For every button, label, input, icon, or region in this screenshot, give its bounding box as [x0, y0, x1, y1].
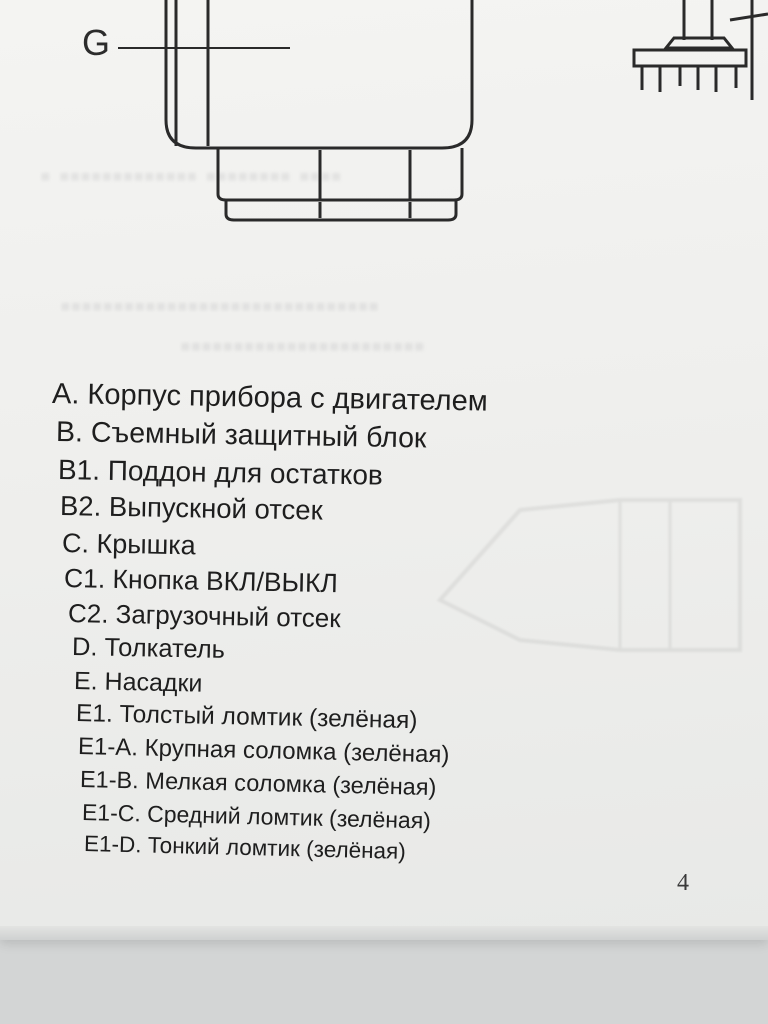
parts-list-item: E1-C. Средний ломтик (зелёная): [81, 799, 432, 834]
parts-list-item: E1. Толстый ломтик (зелёная): [75, 700, 418, 735]
show-through-text: ▪▪▪▪▪▪▪▪▪▪▪▪▪▪▪▪▪▪▪▪▪▪▪▪▪▪▪▪▪▪: [60, 290, 380, 323]
parts-list-item: D. Толкатель: [71, 633, 226, 664]
parts-list-item: B2. Выпускной отсек: [59, 490, 323, 526]
parts-list-item: C2. Загрузочный отсек: [67, 598, 341, 634]
parts-list-item: B1. Поддон для остатков: [57, 454, 384, 491]
page-edge: [0, 926, 768, 940]
parts-list-item: B. Съемный защитный блок: [55, 416, 427, 455]
parts-list-item: C. Крышка: [61, 528, 196, 561]
show-through-text: ▪ ▪▪▪▪▪▪▪▪▪▪▪▪▪ ▪▪▪▪▪▪▪▪ ▪▪▪▪: [40, 160, 342, 193]
parts-list-item: E1-D. Тонкий ломтик (зелёная): [83, 831, 407, 864]
callout-label-g: G: [82, 22, 111, 63]
page-number: 4: [677, 870, 689, 896]
parts-list-item: A. Корпус прибора с двигателем: [51, 378, 488, 418]
show-through-text: ▪▪▪▪▪▪▪▪▪▪▪▪▪▪▪▪▪▪▪▪▪▪▪: [180, 330, 425, 363]
parts-list-item: E1-B. Мелкая соломка (зелёная): [79, 766, 437, 801]
parts-list-item: C1. Кнопка ВКЛ/ВЫКЛ: [63, 563, 339, 599]
parts-list-item: E. Насадки: [73, 667, 203, 698]
parts-list-item: E1-A. Крупная соломка (зелёная): [77, 733, 450, 769]
